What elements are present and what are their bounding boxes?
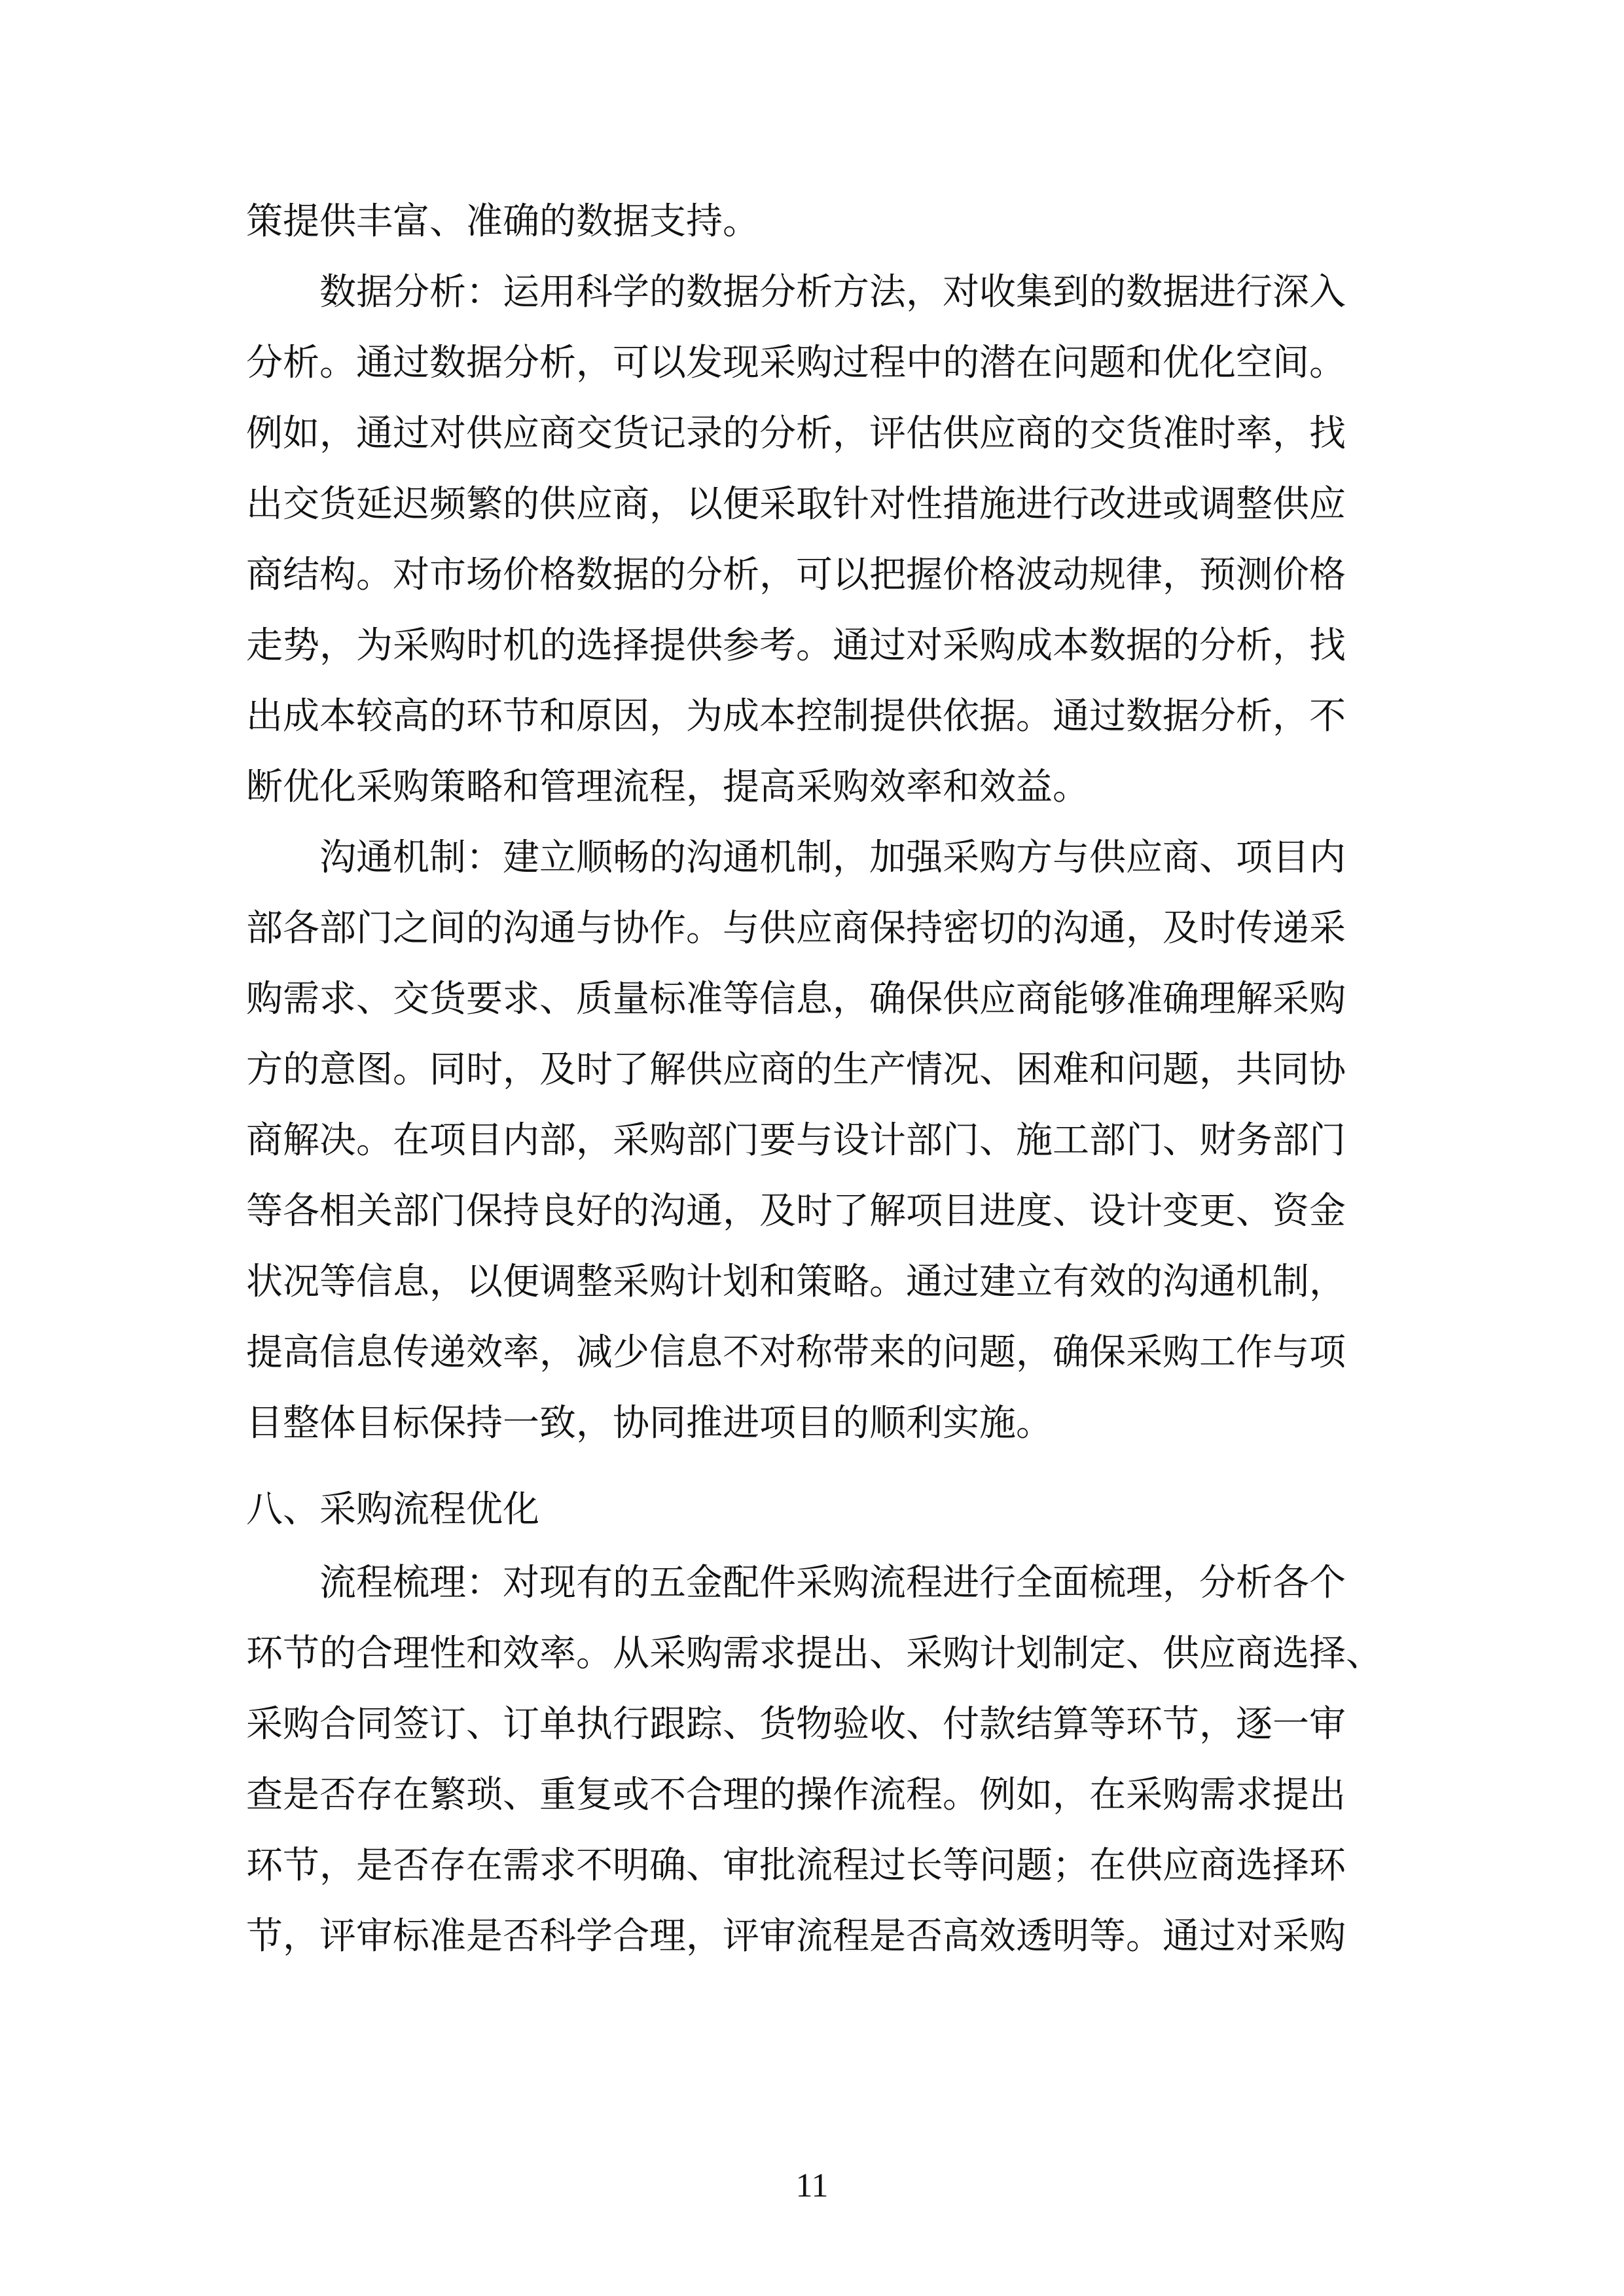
paragraph-line: 提高信息传递效率，减少信息不对称带来的问题，确保采购工作与项 [246,1331,1346,1374]
paragraph-line: 商解决。在项目内部，采购部门要与设计部门、施工部门、财务部门 [246,1119,1346,1162]
paragraph-line: 等各相关部门保持良好的沟通，及时了解项目进度、设计变更、资金 [246,1190,1346,1232]
paragraph-line: 断优化采购策略和管理流程，提高采购效率和效益。 [246,766,1089,808]
paragraph-line: 节，评审标准是否科学合理，评审流程是否高效透明等。通过对采购 [246,1915,1346,1958]
paragraph-line: 分析。通过数据分析，可以发现采购过程中的潜在问题和优化空间。 [246,342,1346,384]
paragraph-line: 环节的合理性和效率。从采购需求提出、采购计划制定、供应商选择、 [246,1632,1382,1675]
paragraph-line: 查是否存在繁琐、重复或不合理的操作流程。例如，在采购需求提出 [246,1774,1346,1816]
section-heading: 八、采购流程优化 [246,1488,539,1531]
paragraph-line: 走势，为采购时机的选择提供参考。通过对采购成本数据的分析，找 [246,624,1346,667]
paragraph-line: 商结构。对市场价格数据的分析，可以把握价格波动规律，预测价格 [246,554,1346,596]
paragraph-line: 出成本较高的环节和原因，为成本控制提供依据。通过数据分析，不 [246,695,1346,738]
paragraph-line: 数据分析：运用科学的数据分析方法，对收集到的数据进行深入 [319,271,1346,314]
paragraph-line: 例如，通过对供应商交货记录的分析，评估供应商的交货准时率，找 [246,412,1346,455]
paragraph-line: 出交货延迟频繁的供应商，以便采取针对性措施进行改进或调整供应 [246,483,1346,526]
paragraph-line: 环节，是否存在需求不明确、审批流程过长等问题；在供应商选择环 [246,1844,1346,1887]
paragraph-line: 策提供丰富、准确的数据支持。 [246,200,759,243]
paragraph-line: 购需求、交货要求、质量标准等信息，确保供应商能够准确理解采购 [246,978,1346,1020]
page-number: 11 [795,2167,829,2204]
paragraph-line: 状况等信息，以便调整采购计划和策略。通过建立有效的沟通机制， [246,1261,1346,1303]
paragraph-line: 方的意图。同时，及时了解供应商的生产情况、困难和问题，共同协 [246,1049,1346,1091]
paragraph-line: 流程梳理：对现有的五金配件采购流程进行全面梳理，分析各个 [319,1562,1346,1604]
paragraph-line: 采购合同签订、订单执行跟踪、货物验收、付款结算等环节，逐一审 [246,1703,1346,1746]
paragraph-line: 部各部门之间的沟通与协作。与供应商保持密切的沟通，及时传递采 [246,907,1346,950]
paragraph-line: 沟通机制：建立顺畅的沟通机制，加强采购方与供应商、项目内 [319,836,1346,879]
paragraph-line: 目整体目标保持一致，协同推进项目的顺利实施。 [246,1402,1053,1444]
